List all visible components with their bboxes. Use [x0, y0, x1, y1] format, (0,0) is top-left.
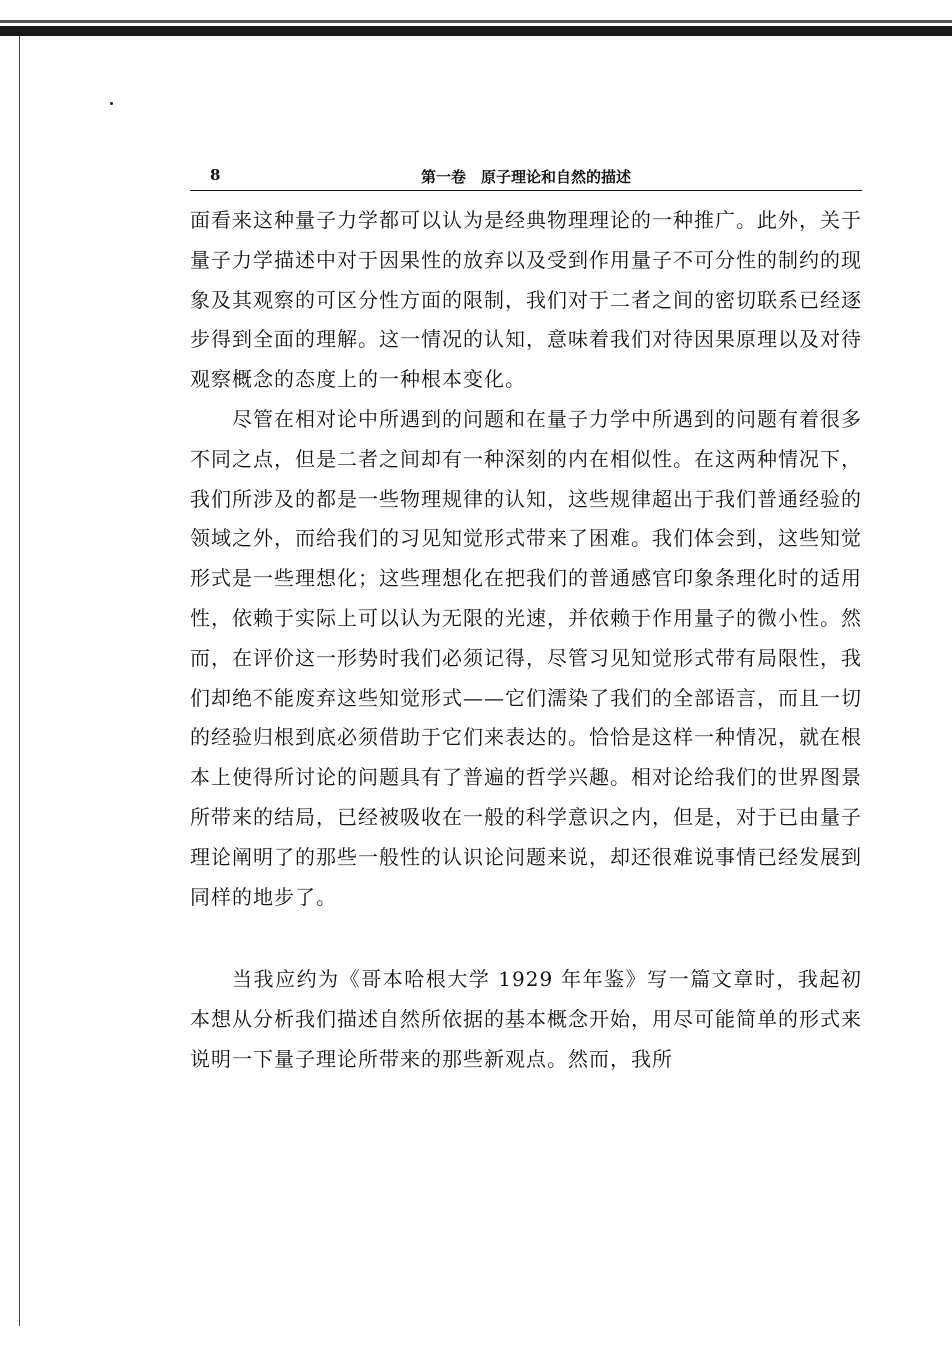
paragraph: 当我应约为《哥本哈根大学 1929 年年鉴》写一篇文章时，我起初本想从分析我们描述自然所依据的基本概念开始，用尽可能简单的形式来说明一下量子理论所带来的那些新观点。然而，我所 [190, 967, 862, 1071]
section-gap [190, 917, 862, 960]
page-number: 8 [210, 166, 221, 184]
paragraph-continued: 面看来这种量子力学都可以认为是经典物理理论的一种推广。此外，关于量子力学描述中对于因果性的放弃以及受到作用量子不可分性的制约的现象及其观察的可区分性方面的限制，我们对于二者之间的密切联系已经逐步得到全面的理解。这一情况的认知，意味着我们对待因果原理以及对待观察概念的态度上的一种根本变化。 [190, 208, 862, 392]
scan-speck [110, 102, 113, 105]
chapter-title: 第一卷 原子理论和自然的描述 [420, 168, 631, 186]
running-header [190, 162, 862, 191]
body-text [190, 201, 862, 1080]
scan-top-border [0, 26, 952, 36]
scan-left-edge [19, 36, 20, 1326]
paragraph: 尽管在相对论中所遇到的问题和在量子力学中所遇到的问题有着很多不同之点，但是二者之间却有一种深刻的内在相似性。在这两种情况下，我们所涉及的都是一些物理规律的认知，这些规律超出于我们普通经验的领域之外，而给我们的习见知觉形式带来了困难。我们体会到，这些知觉形式是一些理想化；这些理想化在把我们的普通感官印象条理化时的适用性，依赖于实际上可以认为无限的光速，并依赖于作用量子的微小性。然而，在评价这一形势时我们必须记得，尽管习见知觉形式带有局限性，我们却绝不能废弃这些知觉形式——它们濡染了我们的全部语言，而且一切的经验归根到底必须借助于它们来表达的。恰恰是这样一种情况，就在根本上使得所讨论的问题具有了普遍的哲学兴趣。相对论给我们的世界图景所带来的结局，已经被吸收在一般的科学意识之内，但是，对于已由量子理论阐明了的那些一般性的认识论问题来说，却还很难说事情已经发展到同样的地步了。 [190, 406, 862, 909]
scan-edge-line [0, 20, 952, 23]
